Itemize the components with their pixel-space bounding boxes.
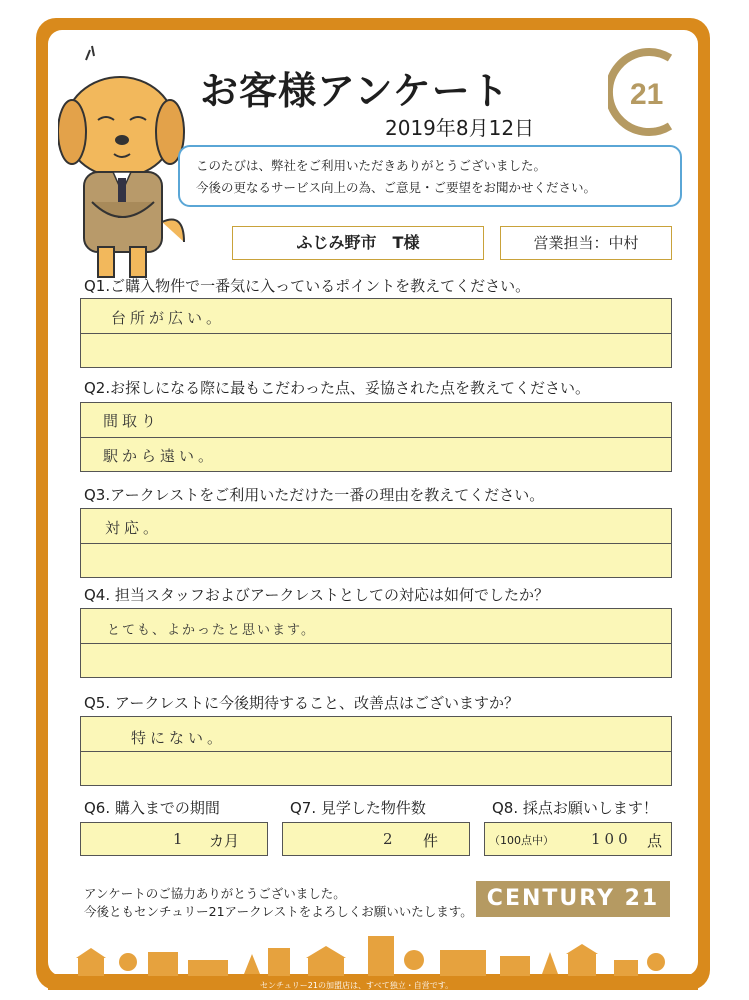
question-1-label: Q1.ご購入物件で一番気に入っているポイントを教えてください。: [84, 277, 531, 295]
question-8-label: Q8. 採点お願いします！: [492, 799, 658, 817]
viewings-value: 2: [383, 830, 397, 848]
question-5-label: Q5. アークレストに今後期待すること、改善点はございますか？: [84, 694, 519, 712]
answer-line: とても、よかったと思います。: [107, 623, 316, 638]
greeting-line-1: このたびは、弊社をご利用いただきありがとうございました。: [196, 158, 547, 173]
question-3-answer-box: [80, 508, 672, 578]
question-1-answer-box: [80, 298, 672, 368]
question-2-label: Q2.お探しになる際に最もこだわった点、妥協された点を教えてください。: [84, 379, 590, 397]
question-4-answer-box: [80, 608, 672, 678]
greeting-line-2: 今後の更なるサービス向上の為、ご意見・ご要望をお聞かせください。: [196, 180, 597, 195]
question-7-label: Q7. 見学した物件数: [290, 799, 426, 817]
survey-date: 2019年8月12日: [385, 116, 535, 140]
score-unit: 点: [647, 832, 663, 850]
thanks-line-1: アンケートのご協力ありがとうございました。: [84, 886, 346, 901]
question-7-answer-box: [282, 822, 470, 856]
thanks-line-2: 今後ともセンチュリー21アークレストをよろしくお願いいたします。: [84, 904, 473, 919]
sales-staff-field: 営業担当：中村: [500, 226, 672, 260]
franchise-disclaimer: センチュリー21の加盟店は、すべて独立・自営です。: [260, 981, 454, 990]
question-8-answer-box: [484, 822, 672, 856]
dog-mascot-illustration: [58, 42, 198, 282]
customer-name-field: ふじみ野市 T様: [232, 226, 484, 260]
period-unit: カ月: [209, 832, 240, 850]
century21-banner: CENTURY 21: [476, 881, 670, 917]
answer-line: 対応。: [105, 519, 163, 537]
viewings-unit: 件: [423, 832, 439, 850]
survey-title: お客様アンケート: [200, 69, 510, 113]
answer-line: 間取り: [103, 412, 161, 430]
greeting-speech-bubble: [178, 145, 682, 207]
question-4-label: Q4. 担当スタッフおよびアークレストとしての対応は如何でしたか？: [84, 586, 549, 604]
answer-line: 駅から遠い。: [103, 447, 218, 465]
score-value: 100: [591, 830, 632, 848]
question-6-label: Q6. 購入までの期間: [84, 799, 220, 817]
score-prefix: （100点中）: [489, 834, 554, 847]
question-3-label: Q3.アークレストをご利用いただけた一番の理由を教えてください。: [84, 486, 545, 504]
answer-line: 台所が広い。: [111, 309, 226, 327]
question-5-answer-box: [80, 716, 672, 786]
question-6-answer-box: [80, 822, 268, 856]
logo-number: 21: [630, 78, 664, 111]
answer-line: 特にない。: [131, 729, 227, 747]
question-2-answer-box: [80, 402, 672, 472]
period-value: 1: [173, 830, 187, 848]
century21-logo: [608, 44, 688, 140]
